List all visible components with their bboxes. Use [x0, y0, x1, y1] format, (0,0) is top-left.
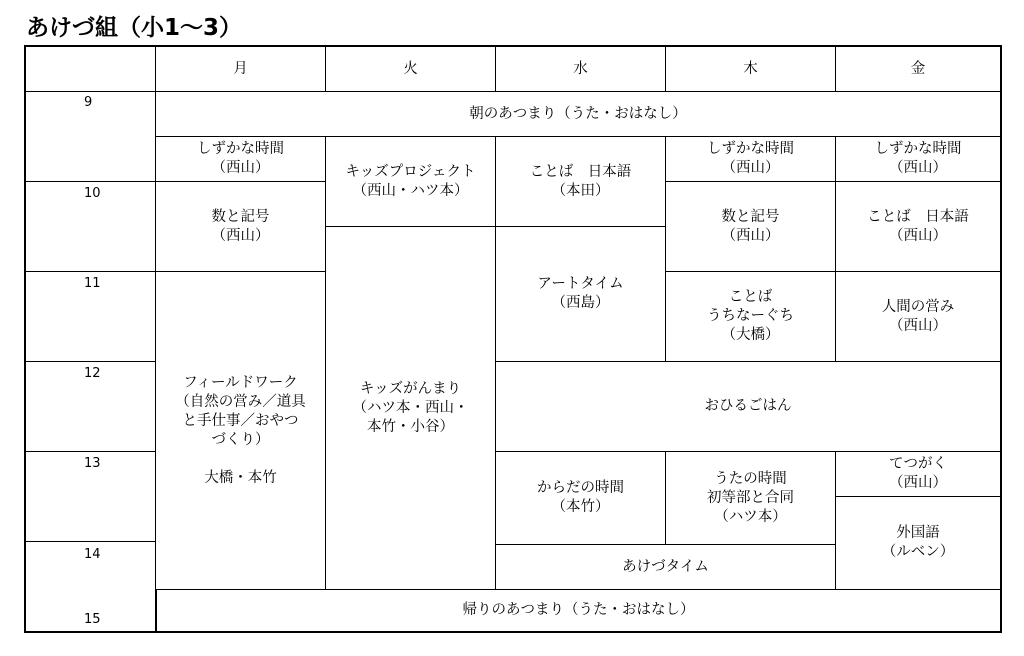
mon-fieldwork: フィールドワーク （自然の営み／道具 と手仕事／おやつ づくり） 大橋・本竹 [156, 272, 326, 590]
thu-kotoba-uchinaaguchi: ことば うちなーぐち （大橋） [666, 272, 836, 362]
hour-label-11: 11 [84, 276, 101, 291]
header-day-fri: 金 [836, 47, 1000, 92]
header-day-tue: 火 [326, 47, 496, 92]
fri-human-activities: 人間の営み （西山） [836, 272, 1000, 362]
hour-label-12: 12 [84, 366, 101, 381]
fri-foreign-language: 外国語 （ルベン） [836, 497, 1000, 590]
morning-assembly: 朝のあつまり（うた・おはなし） [156, 92, 1000, 137]
mon-quiet-time: しずかな時間 （西山） [156, 137, 326, 182]
thu-numbers-symbols: 数と記号 （西山） [666, 182, 836, 272]
thu-quiet-time: しずかな時間 （西山） [666, 137, 836, 182]
timetable [24, 45, 1002, 633]
akezu-time: あけづタイム [496, 545, 836, 590]
wed-body-time: からだの時間 （本竹） [496, 452, 666, 545]
return-assembly: 帰りのあつまり（うた・おはなし） [156, 590, 1000, 631]
hour-label-13: 13 [84, 456, 101, 471]
header-day-thu: 木 [666, 47, 836, 92]
header-corner [26, 47, 156, 92]
hour-label-15: 15 [84, 612, 101, 627]
hour-label-10: 10 [84, 186, 101, 201]
header-day-wed: 水 [496, 47, 666, 92]
wed-kotoba-japanese: ことば 日本語 （本田） [496, 137, 666, 227]
fri-quiet-time: しずかな時間 （西山） [836, 137, 1000, 182]
fri-kotoba-japanese: ことば 日本語 （西山） [836, 182, 1000, 272]
page-title: あけづ組（小1～3） [26, 15, 243, 41]
header-day-mon: 月 [156, 47, 326, 92]
tue-kids-gathering: キッズがんまり （ハツ本・西山・ 本竹・小谷） [326, 227, 496, 590]
thu-singing-time: うたの時間 初等部と合同 （ハツ本） [666, 452, 836, 545]
hour-label-14: 14 [84, 547, 101, 562]
hour-label-9: 9 [84, 95, 93, 110]
wed-art-time: アートタイム （西島） [496, 227, 666, 362]
fri-philosophy: てつがく （西山） [836, 452, 1000, 497]
lunch: おひるごはん [496, 362, 1000, 452]
mon-numbers-symbols: 数と記号 （西山） [156, 182, 326, 272]
tue-kids-project: キッズプロジェクト （西山・ハツ本） [326, 137, 496, 227]
